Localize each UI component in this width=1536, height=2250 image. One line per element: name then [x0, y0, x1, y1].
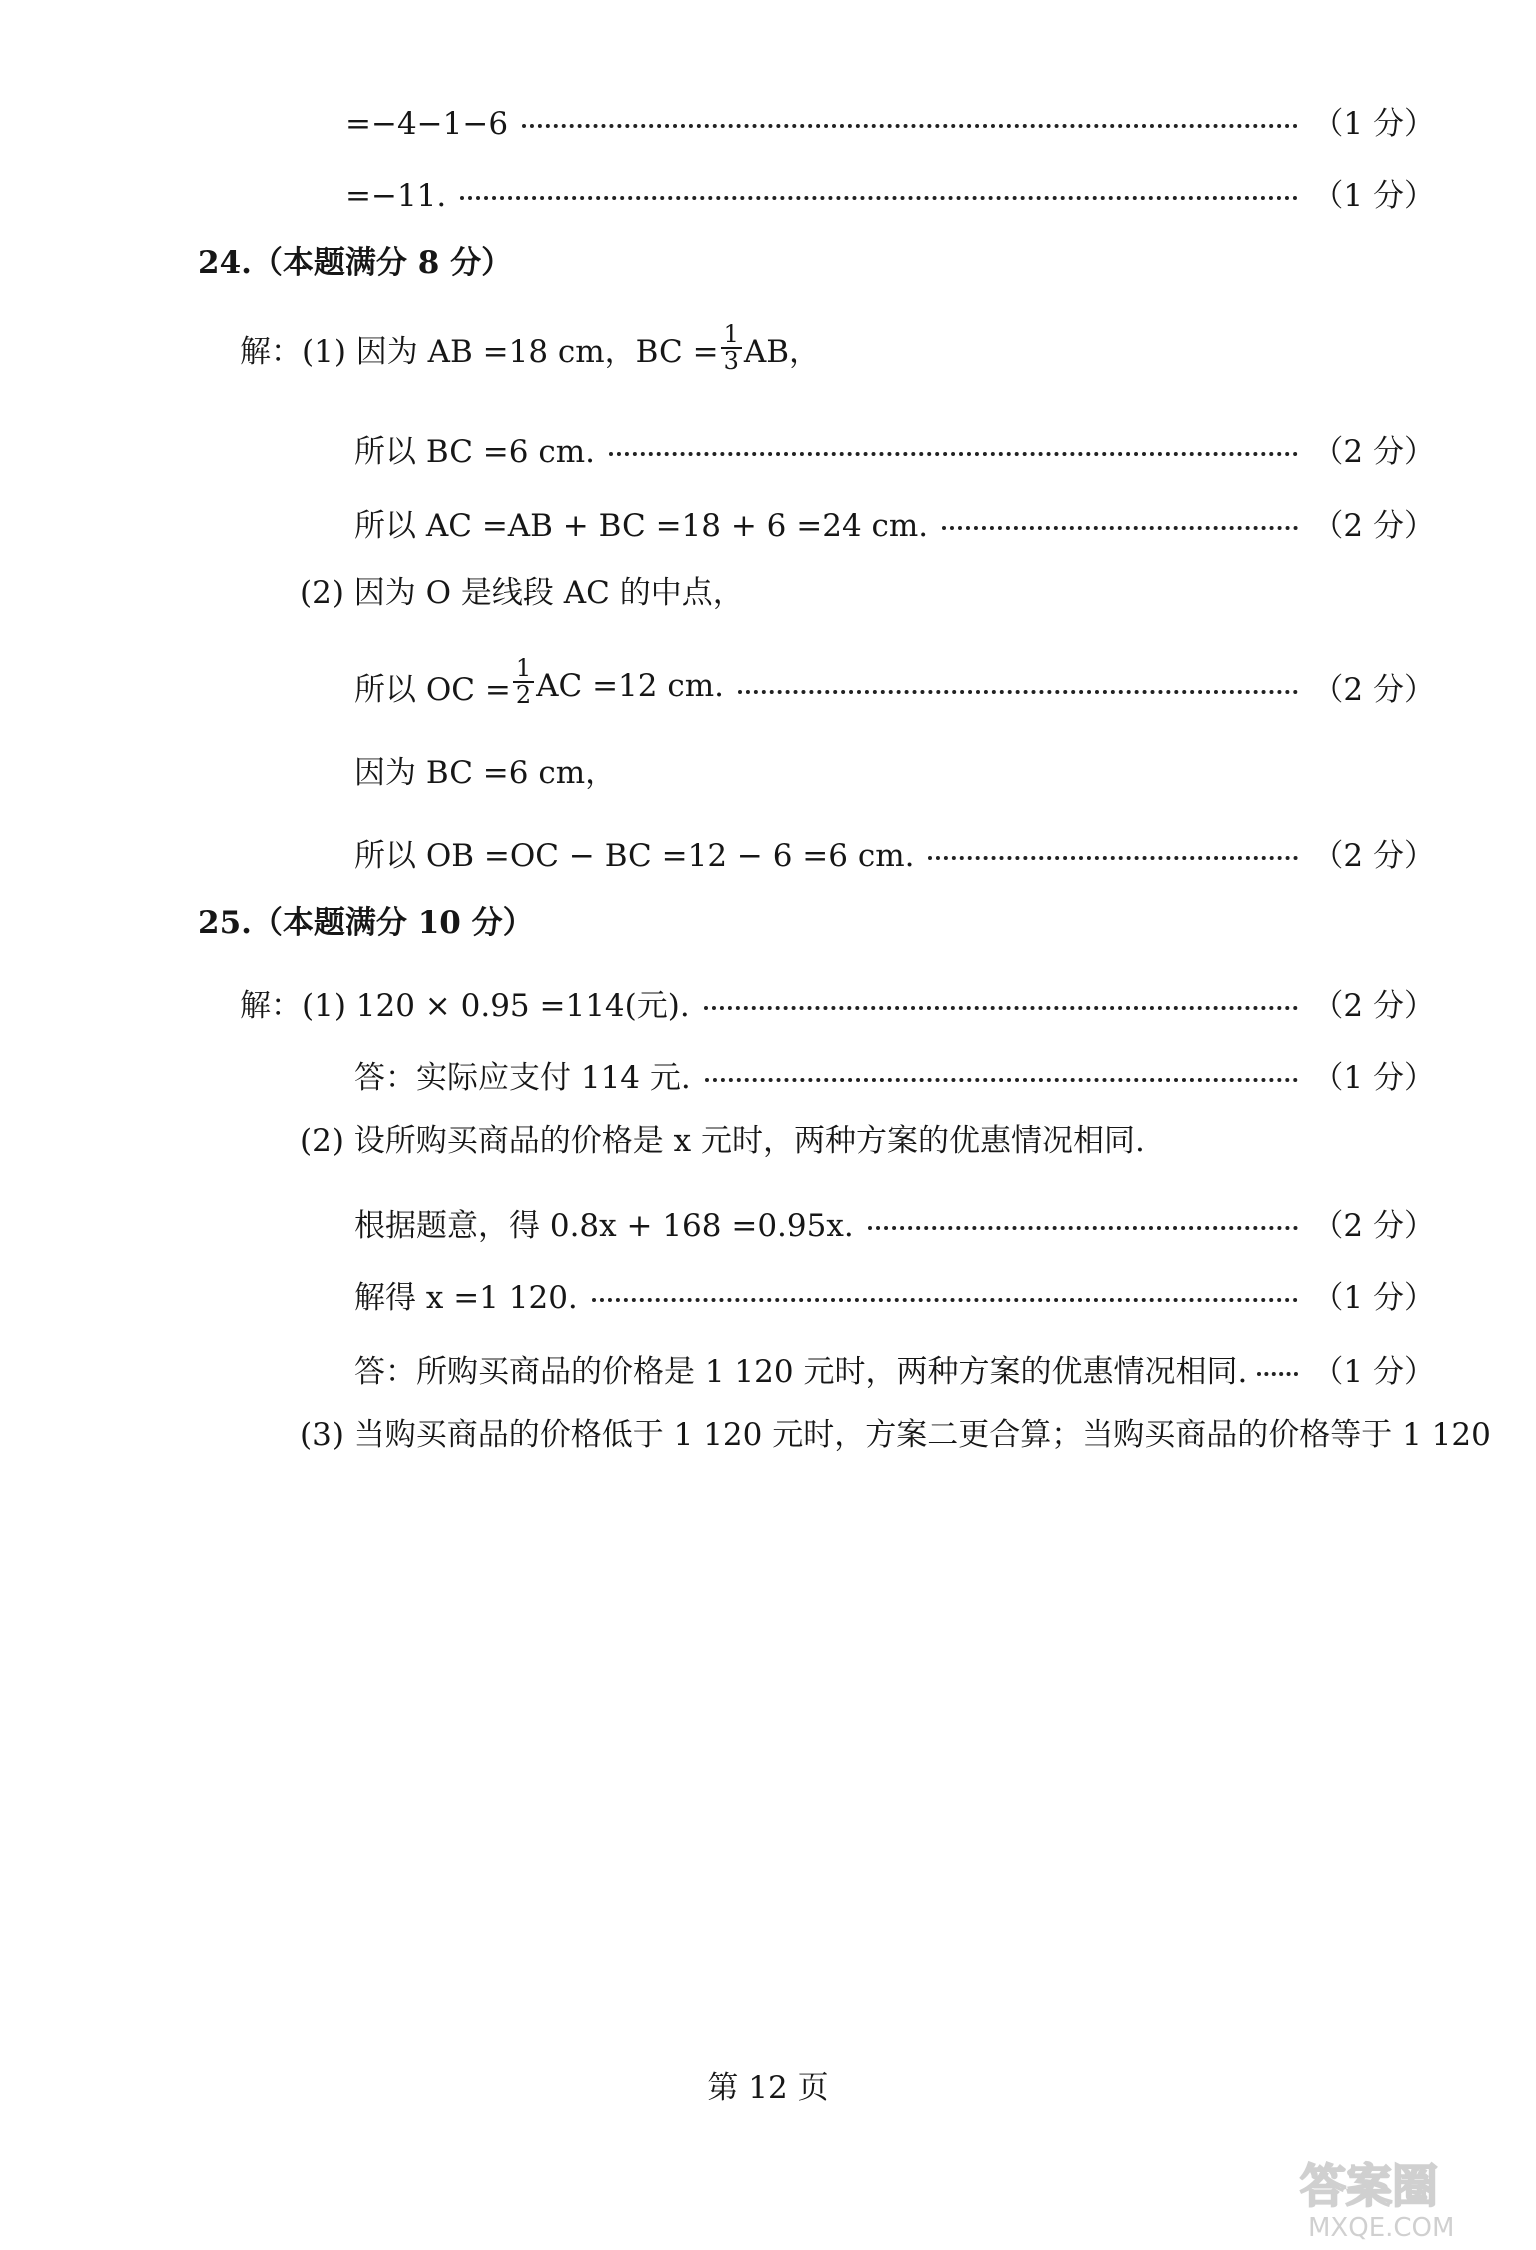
fraction	[721, 322, 742, 374]
leader-dots	[928, 856, 1298, 860]
step-line	[354, 500, 1435, 545]
watermark-logo	[1296, 2150, 1526, 2242]
step-text: AB，	[743, 333, 821, 370]
step-text: 答：实际应支付 114 元.	[354, 1060, 691, 1096]
score-label: （2 分）	[1312, 671, 1435, 708]
step-line	[354, 830, 1435, 875]
step-line	[354, 1346, 1435, 1391]
fraction-numerator: 1	[721, 322, 742, 349]
leader-dots	[609, 452, 1298, 456]
watermark-url: MXQE.COM	[1308, 2213, 1455, 2242]
leader-dots	[522, 124, 1298, 128]
question-24-heading: 24.（本题满分 8 分）	[198, 245, 513, 281]
leader-dots	[460, 196, 1298, 200]
step-text: 解：(1) 因为 AB =18 cm，BC =	[240, 333, 719, 370]
step-text: =−11.	[345, 178, 447, 214]
step-text: 根据题意，得 0.8x + 168 =0.95x.	[354, 1208, 854, 1244]
step-line: (3) 当购买商品的价格低于 1 120 元时，方案二更合算；当购买商品的价格等于 1 120	[300, 1417, 1491, 1453]
step-text: 解：(1) 120 × 0.95 =114(元).	[240, 988, 690, 1024]
leader-dots	[1257, 1372, 1298, 1376]
step-line: 因为 BC =6 cm，	[354, 755, 617, 791]
step-text: 所以 AC =AB + BC =18 + 6 =24 cm.	[354, 508, 929, 544]
step-text: 所以 OC =	[354, 671, 511, 708]
step-text: AC =12 cm.	[536, 668, 724, 705]
step-line	[345, 170, 1435, 215]
step-line	[240, 980, 1435, 1025]
score-label: （1 分）	[1312, 1354, 1435, 1390]
score-label: （1 分）	[1312, 1060, 1435, 1096]
score-label: （1 分）	[1312, 106, 1435, 142]
step-line	[354, 654, 1435, 712]
score-label: （2 分）	[1312, 1208, 1435, 1244]
score-label: （2 分）	[1312, 508, 1435, 544]
leader-dots	[704, 1006, 1299, 1010]
leader-dots	[738, 690, 1298, 694]
score-label: （2 分）	[1312, 838, 1435, 874]
step-text: 答：所购买商品的价格是 1 120 元时，两种方案的优惠情况相同.	[354, 1354, 1248, 1390]
step-line	[354, 1200, 1435, 1245]
leader-dots	[705, 1078, 1299, 1082]
step-line	[354, 1052, 1435, 1097]
watermark-icon	[1296, 2150, 1526, 2242]
step-text: 所以 BC =6 cm.	[354, 434, 595, 470]
step-text: 解得 x =1 120.	[354, 1280, 578, 1316]
step-line: (2) 设所购买商品的价格是 x 元时，两种方案的优惠情况相同.	[300, 1123, 1145, 1159]
page-number: 第 12 页	[707, 2070, 829, 2106]
step-text: =−4−1−6	[345, 106, 509, 142]
score-label: （2 分）	[1312, 434, 1435, 470]
step-line	[240, 320, 821, 378]
step-line: (2) 因为 O 是线段 AC 的中点，	[300, 575, 744, 611]
fraction	[513, 656, 534, 708]
score-label: （1 分）	[1312, 1280, 1435, 1316]
leader-dots	[942, 526, 1298, 530]
step-text: 所以 OB =OC − BC =12 − 6 =6 cm.	[354, 838, 915, 874]
watermark-text: 答案圈	[1300, 2159, 1438, 2213]
step-line	[354, 426, 1435, 471]
step-line	[354, 1272, 1435, 1317]
score-label: （2 分）	[1312, 988, 1435, 1024]
fraction-denominator: 2	[515, 681, 532, 710]
fraction-denominator: 3	[723, 347, 739, 376]
score-label: （1 分）	[1312, 178, 1435, 214]
leader-dots	[592, 1298, 1299, 1302]
question-25-heading: 25.（本题满分 10 分）	[198, 905, 534, 941]
step-line	[345, 98, 1435, 143]
fraction-numerator: 1	[513, 656, 534, 683]
leader-dots	[868, 1226, 1299, 1230]
